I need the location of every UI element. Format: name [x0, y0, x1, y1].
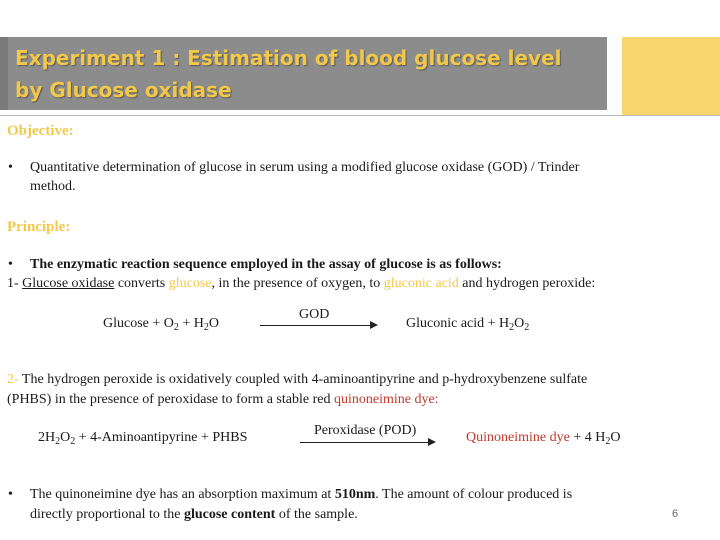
step-1-number: 1-: [7, 276, 19, 291]
title-line-1: Experiment 1 : Estimation of blood glucose level: [15, 46, 562, 70]
gluconic-acid-term: gluconic acid: [383, 276, 459, 291]
step-1-text-c: and hydrogen peroxide:: [462, 276, 596, 291]
reaction-2-arrow-head: [428, 438, 436, 446]
reaction-1-products: Gluconic acid + $H_2O_2$: [406, 316, 530, 333]
accent-box: [622, 37, 720, 115]
step-2-line-2: (PHBS) in the presence of peroxidase to form a stable red quinoneimine dye:: [7, 392, 439, 407]
reaction-2-enzyme: Peroxidase (POD): [314, 423, 417, 438]
final-text-line-2: directly proportional to the glucose content of the sample.: [30, 507, 358, 522]
step-1-text-b: , in the presence of oxygen, to: [211, 276, 381, 291]
reaction-1-reactants: $Glucose + O_2 + H_2O$: [103, 316, 220, 333]
objective-bullet: •: [8, 160, 13, 175]
glucose-oxidase-term: Glucose oxidase: [22, 276, 115, 291]
principle-bullet: •: [8, 257, 13, 272]
objective-text-line-1: Quantitative determination of glucose in serum using a modified glucose oxidase (GOD) / Trinder: [30, 160, 580, 175]
principle-heading: Principle:: [7, 219, 71, 235]
reaction-1-arrow-line: [260, 325, 372, 326]
principle-intro: The enzymatic reaction sequence employed in the assay of glucose is as follows:: [30, 257, 502, 272]
final-bullet: •: [8, 487, 13, 502]
glucose-term: glucose: [168, 276, 212, 291]
step-2-number: 2-: [7, 372, 19, 387]
reaction-1-arrow-head: [370, 321, 378, 329]
wavelength-value: 510nm: [334, 487, 376, 502]
step-2-text-line-1: The hydrogen peroxide is oxidatively coupled with 4-aminoantipyrine and p-hydroxybenzene sulfate: [21, 372, 588, 387]
reaction-1-enzyme: GOD: [299, 307, 330, 322]
slide-title: [15, 42, 600, 106]
objective-text-line-2: method.: [30, 179, 76, 194]
step-2-line-1: [7, 370, 587, 390]
step-1-text-a: converts: [117, 276, 166, 291]
reaction-2-reactants: $2H_2O_2$ + 4-Aminoantipyrine + PHBS: [38, 430, 248, 447]
glucose-content-term: glucose content: [183, 507, 276, 522]
quinoneimine-term: quinoneimine dye:: [333, 392, 439, 407]
step-1-text: [7, 274, 595, 294]
reaction-2-arrow-line: [300, 442, 430, 443]
objective-heading: Objective:: [7, 123, 74, 139]
page-number: 6: [672, 508, 679, 520]
title-line-2: by Glucose oxidase: [15, 78, 232, 102]
header-divider: [0, 115, 720, 116]
final-text-line-1: The quinoneimine dye has an absorption maximum at 510nm. The amount of colour produced is: [30, 487, 573, 502]
reaction-2-products: Quinoneimine dye + 4 $H_2O$: [466, 430, 621, 447]
